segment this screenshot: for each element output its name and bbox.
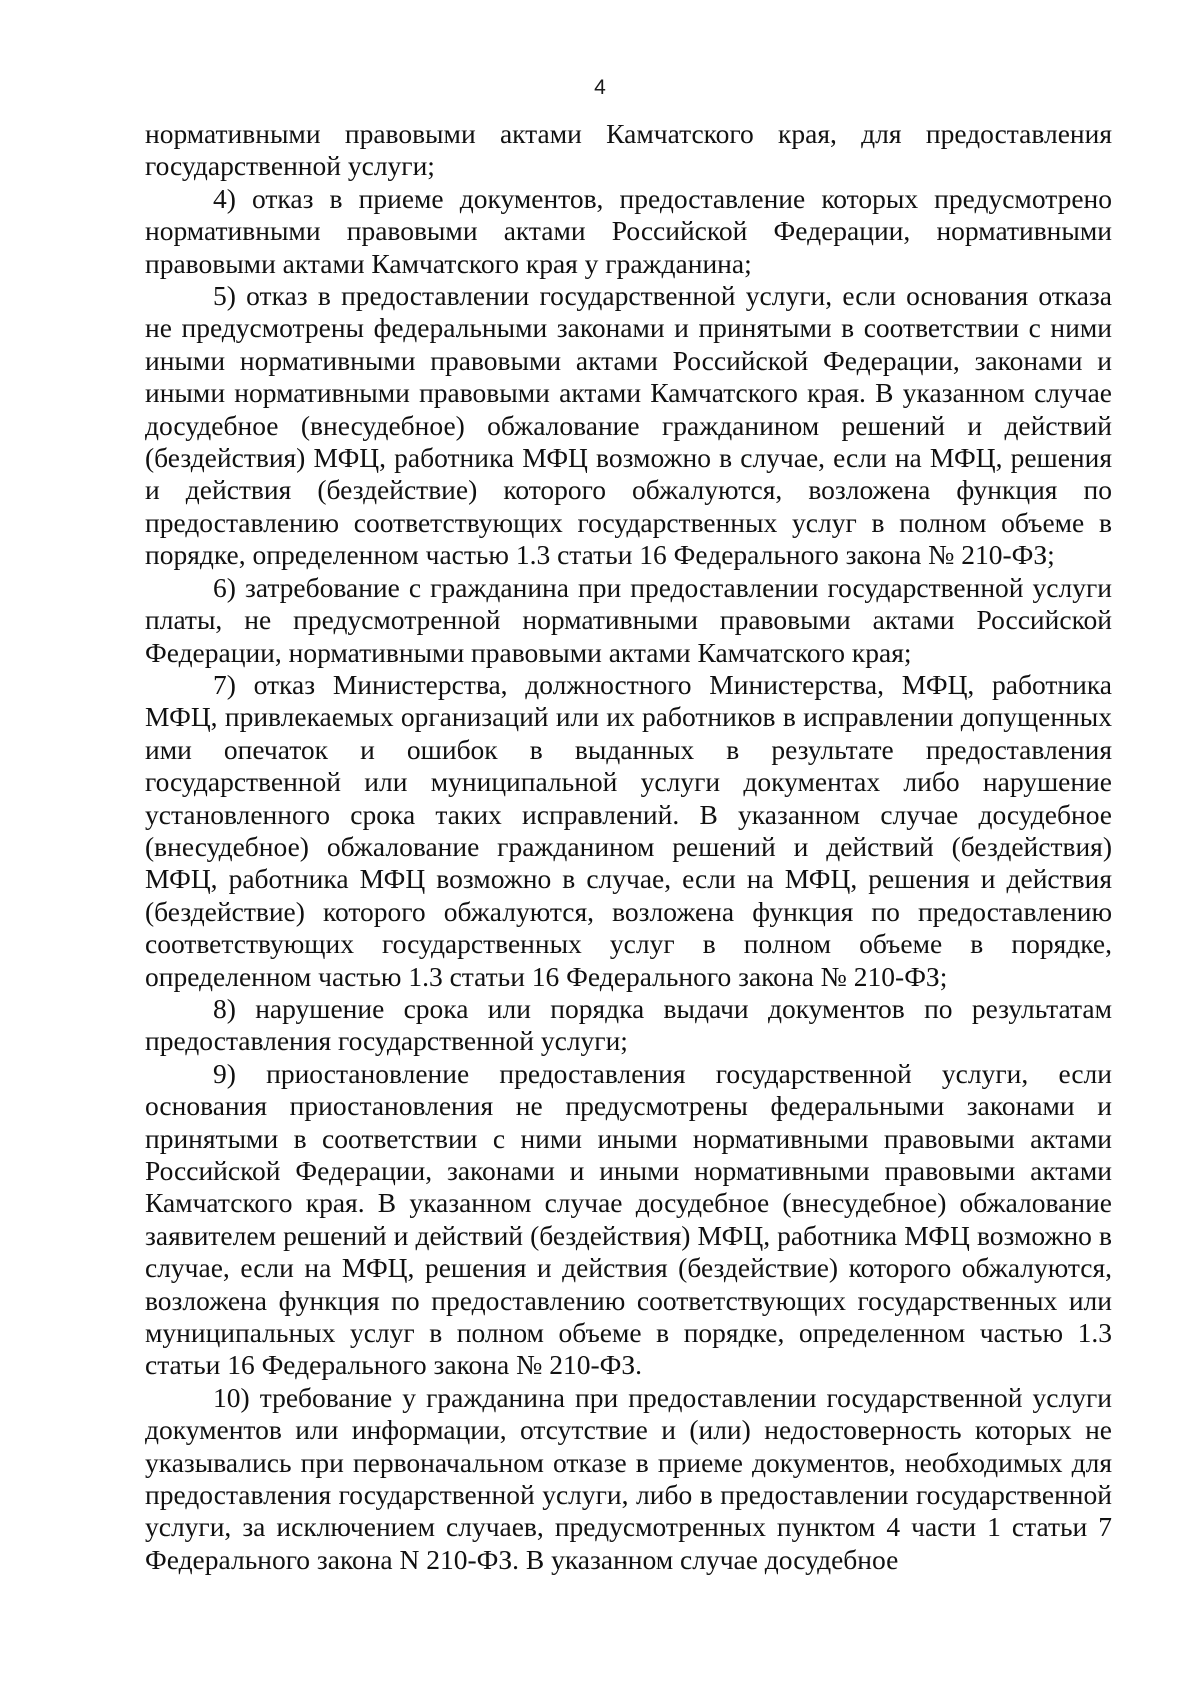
- page-number: 4: [594, 76, 606, 99]
- paragraph-item-8: 8) нарушение срока или порядка выдачи документов по результатам предоставления государственной услуги;: [145, 992, 1112, 1057]
- document-body: [145, 118, 1112, 1576]
- paragraph-item-9: 9) приостановление предоставления государственной услуги, если основания приостановления не предусмотрены федеральными законами и принятыми в соответствии с ними иными нормативными правовыми актами Российской Федерации, законами и иными нормативными правовыми актами Камчатского края. В указанном случае досудебное (внесудебное) обжалование заявителем решений и действий (бездействия) МФЦ, работника МФЦ возможно в случае, если на МФЦ, решения и действия (бездействие) которого обжалуются, возложена функция по предоставлению соответствующих государственных или муниципальных услуг в полном объеме в порядке, определенном частью 1.3 статьи 16 Федерального закона № 210-ФЗ.: [145, 1057, 1112, 1381]
- paragraph-item-6: 6) затребование с гражданина при предоставлении государственной услуги платы, не предусмотренной нормативными правовыми актами Российской Федерации, нормативными правовыми актами Камчатского края;: [145, 571, 1112, 668]
- paragraph-item-10: 10) требование у гражданина при предоставлении государственной услуги документов или информации, отсутствие и (или) недостоверность которых не указывались при первоначальном отказе в приеме документов, необходимых для предоставления государственной услуги, либо в предоставлении государственной услуги, за исключением случаев, предусмотренных пунктом 4 части 1 статьи 7 Федерального закона N 210-ФЗ. В указанном случае досудебное: [145, 1381, 1112, 1575]
- paragraph-item-4: 4) отказ в приеме документов, предоставление которых предусмотрено нормативными правовыми актами Российской Федерации, нормативными правовыми актами Камчатского края у гражданина;: [145, 182, 1112, 279]
- paragraph-item-7: 7) отказ Министерства, должностного Министерства, МФЦ, работника МФЦ, привлекаемых организаций или их работников в исправлении допущенных ими опечаток и ошибок в выданных в результате предоставления государственной или муниципальной услуги документах либо нарушение установленного срока таких исправлений. В указанном случае досудебное (внесудебное) обжалование гражданином решений и действий (бездействия) МФЦ, работника МФЦ возможно в случае, если на МФЦ, решения и действия (бездействие) которого обжалуются, возложена функция по предоставлению соответствующих государственных услуг в полном объеме в порядке, определенном частью 1.3 статьи 16 Федерального закона № 210-ФЗ;: [145, 668, 1112, 992]
- paragraph-continuation: нормативными правовыми актами Камчатского края, для предоставления государственной услуги;: [145, 118, 1112, 182]
- paragraph-item-5: 5) отказ в предоставлении государственной услуги, если основания отказа не предусмотрены федеральными законами и принятыми в соответствии с ними иными нормативными правовыми актами Российской Федерации, законами и иными нормативными правовыми актами Камчатского края. В указанном случае досудебное (внесудебное) обжалование гражданином решений и действий (бездействия) МФЦ, работника МФЦ возможно в случае, если на МФЦ, решения и действия (бездействие) которого обжалуются, возложена функция по предоставлению соответствующих государственных услуг в полном объеме в порядке, определенном частью 1.3 статьи 16 Федерального закона № 210-ФЗ;: [145, 280, 1112, 571]
